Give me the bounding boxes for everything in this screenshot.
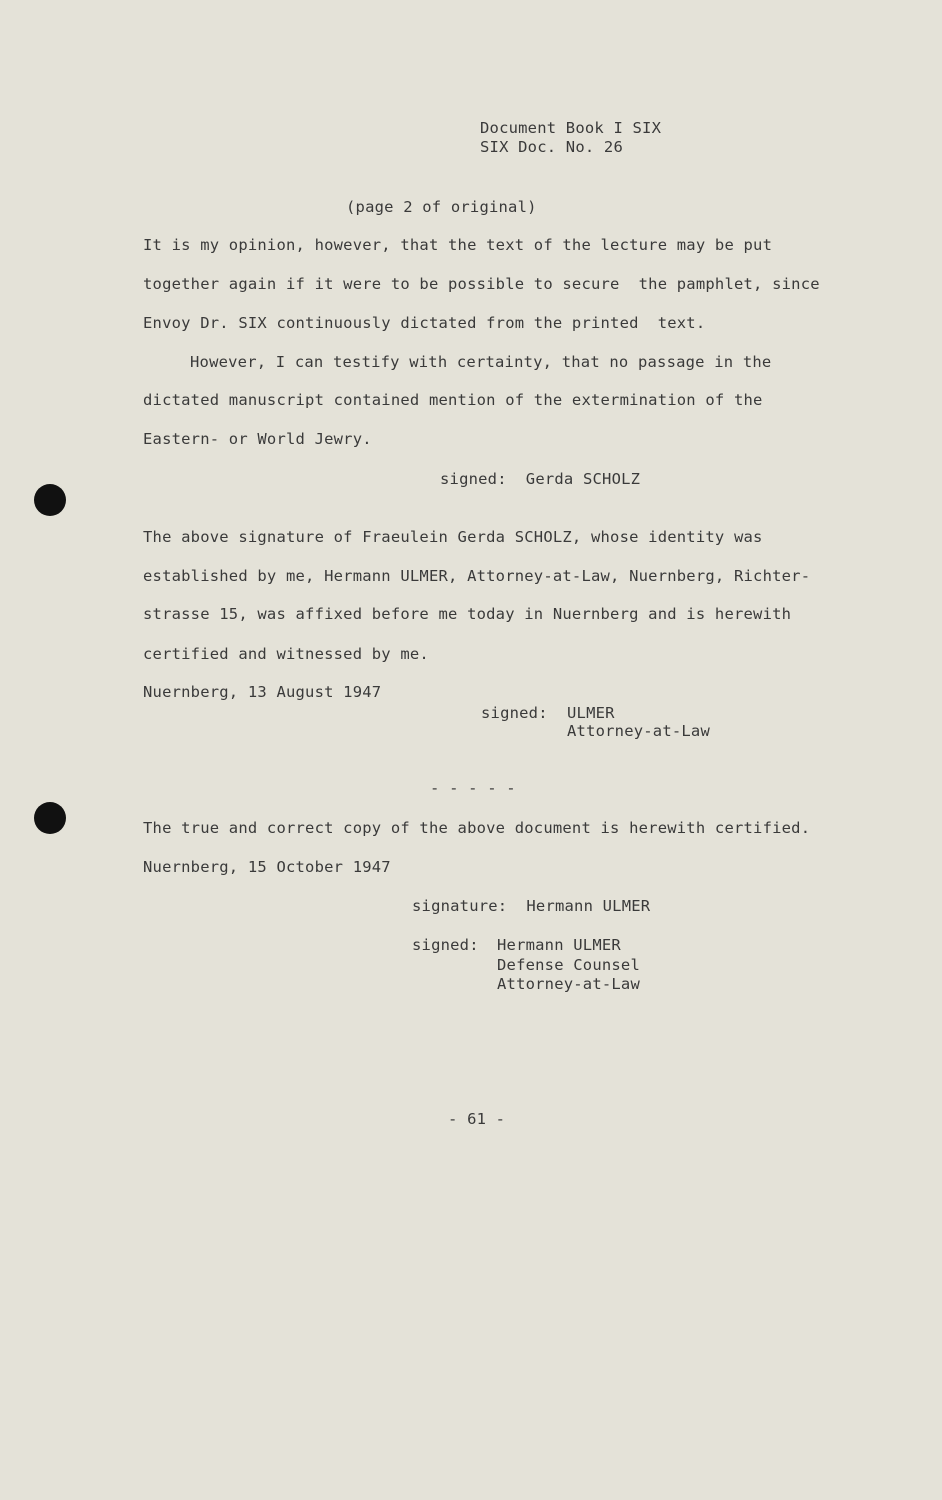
separator: - - - - - — [430, 779, 516, 797]
header-book: Document Book I SIX — [480, 119, 662, 137]
punch-hole-top — [34, 484, 66, 516]
certification-signed-label: signed: — [481, 704, 548, 722]
header-doc-no: SIX Doc. No. 26 — [480, 138, 623, 156]
statement-line: However, I can testify with certainty, that no passage in the — [190, 353, 772, 371]
certification-line: strasse 15, was affixed before me today in Nuernberg and is herewith — [143, 605, 792, 623]
statement-signature: signed: Gerda SCHOLZ — [440, 470, 641, 488]
statement-line: dictated manuscript contained mention of the extermination of the — [143, 391, 763, 409]
statement-line: It is my opinion, however, that the text of the lecture may be put — [143, 236, 773, 254]
statement-line: Envoy Dr. SIX continuously dictated from the printed text. — [143, 314, 706, 332]
copy-signed-role: Defense Counsel — [497, 956, 640, 974]
copy-signature-line: signature: Hermann ULMER — [412, 897, 651, 915]
page-of-original: (page 2 of original) — [346, 198, 537, 216]
statement-line: together again if it were to be possible to secure the pamphlet, since — [143, 275, 820, 293]
copy-certification-text: The true and correct copy of the above document is herewith certified. — [143, 819, 811, 837]
page-number: - 61 - — [448, 1110, 506, 1128]
certification-place-date: Nuernberg, 13 August 1947 — [143, 683, 382, 701]
copy-signed-name: Hermann ULMER — [497, 936, 621, 954]
certification-line: The above signature of Fraeulein Gerda SCHOLZ, whose identity was — [143, 528, 763, 546]
copy-certification-place-date: Nuernberg, 15 October 1947 — [143, 858, 391, 876]
certification-line: established by me, Hermann ULMER, Attorney-at-Law, Nuernberg, Richter- — [143, 567, 811, 585]
certification-line: certified and witnessed by me. — [143, 645, 429, 663]
statement-line: Eastern- or World Jewry. — [143, 430, 372, 448]
copy-signed-label: signed: — [412, 936, 479, 954]
copy-signed-title: Attorney-at-Law — [497, 975, 640, 993]
certification-signed-name: ULMER — [567, 704, 615, 722]
punch-hole-bottom — [34, 802, 66, 834]
certification-signed-title: Attorney-at-Law — [567, 722, 710, 740]
